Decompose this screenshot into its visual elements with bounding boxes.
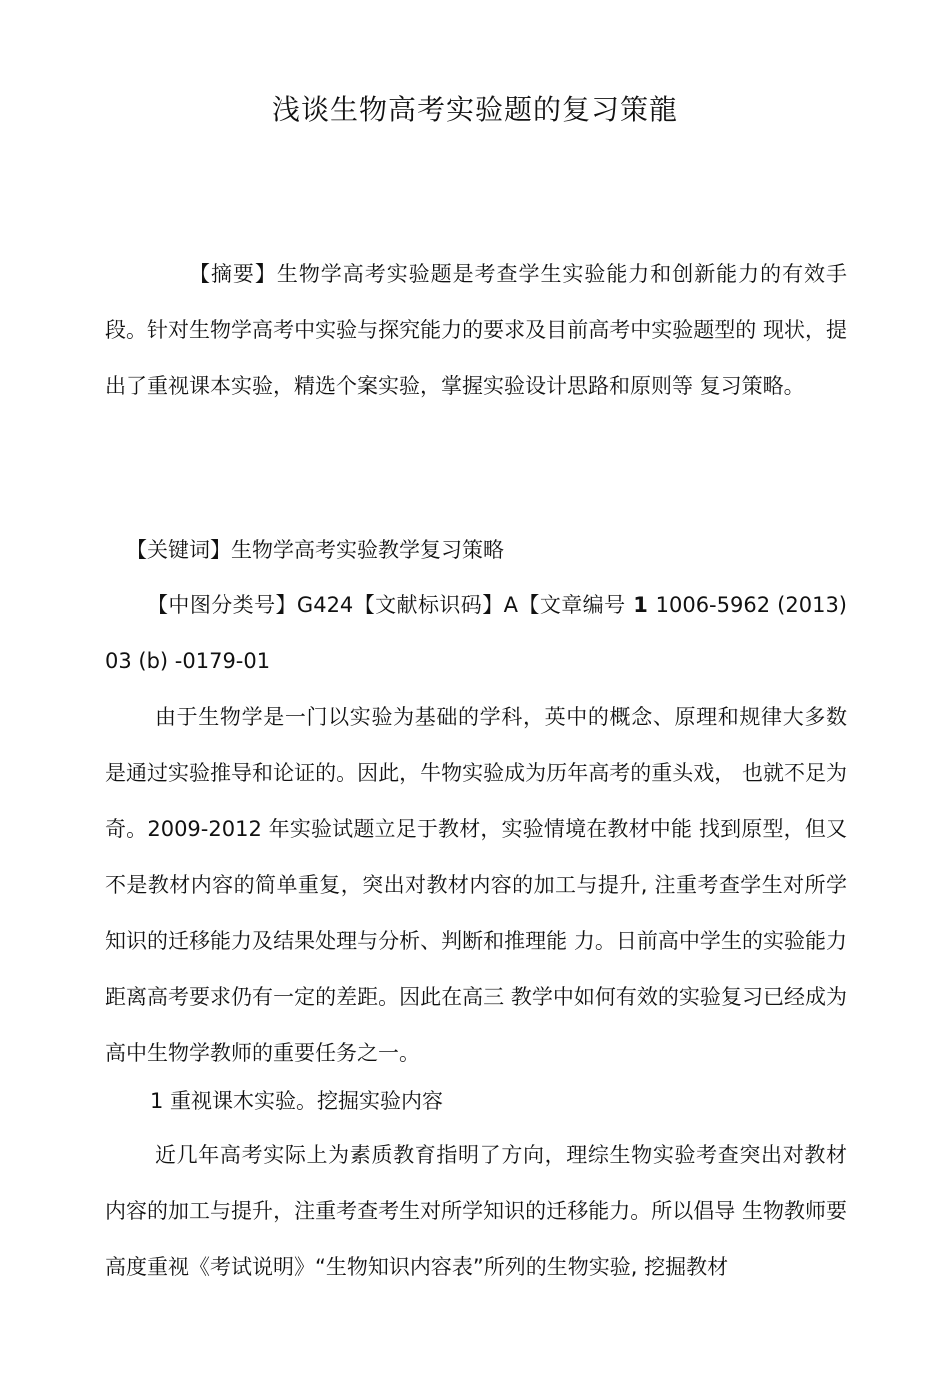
page-title: 浅谈生物高考实验题的复习策龍 (271, 93, 678, 126)
abstract-paragraph: 【摘要】生物学高考实验题是考查学生实验能力和创新能力的有效手段。针对生物学高考中实验与探究能力的要求及目前高考中实验题型的 现状，提出了重视课本实验，精选个案实验，掌握实验设计思路和原则等 复习策略。 (105, 262, 847, 398)
classification-paragraph (105, 577, 847, 689)
classification-bold-mark: 1 (625, 593, 656, 617)
section-heading: 1 重视课木实验。挖掘实验内容 (150, 1089, 444, 1113)
keywords-paragraph: 【关键词】生物学高考实验教学复习策略 (126, 538, 504, 562)
intro-paragraph: 由于生物学是一门以实验为基础的学科，英中的概念、原理和规律大多数是通过实验推导和论证的。因此，牛物实验成为历年高考的重头戏， 也就不足为奇。2009-2012 年实验试题立足于教材，实验情境在教材中能 找到原型，但又不是教材内容的简单重复，突出对教材内容的加工与提升, 注重考查学生对所学知识的迁移能力及结果处理与分析、判断和推理能 力。日前高中学生的实验能力距离高考要求仍有一定的差距。因此在高三 教学中如何有效的实验复习已经成为高中生物学教师的重要任务之一。 (105, 705, 847, 1065)
classification-prefix: 【中图分类号】G424【文献标识码】A【文章编号 (147, 593, 626, 617)
section-body-paragraph: 近几年高考实际上为素质教育指明了方向，理综生物实验考查突出对教材内容的加工与提升，注重考查考生对所学知识的迁移能力。所以倡导 生物教师要高度重视《考试说明》“生物知识内容表”所列的生物实验, 挖掘教材 (105, 1143, 847, 1279)
classification-suffix: 1006-5962 (2013) 03 (b) -0179-01 (105, 593, 847, 673)
